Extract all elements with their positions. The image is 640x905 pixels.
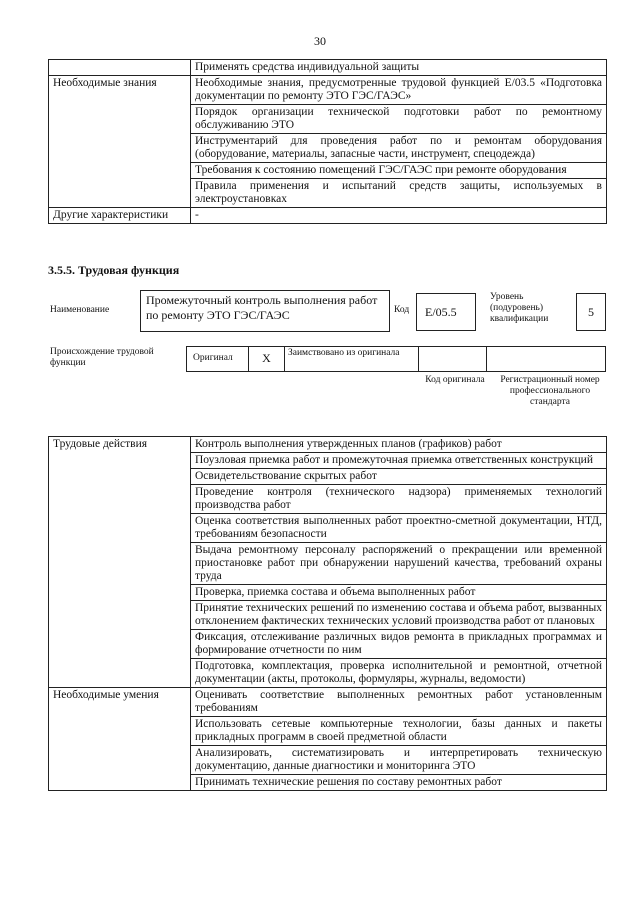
row-text: Фиксация, отслеживание различных видов ремонта в прикладных программах и формирование отчетности по ним: [191, 630, 607, 659]
row-text: Проведение контроля (технического надзора) применяемых технологий производства работ: [191, 485, 607, 514]
row-text: Подготовка, комплектация, проверка исполнительной и ремонтной, отчетной документации (акты, протоколы, формуляры, журналы, ведомости): [191, 659, 607, 688]
code-label: Код: [394, 305, 410, 315]
table-row: [49, 208, 607, 224]
row-text: Проверка, приемка состава и объема выполненных работ: [191, 585, 607, 601]
original-code-cell: [419, 347, 487, 371]
row-text: Применять средства индивидуальной защиты: [191, 60, 607, 76]
row-text: Требования к состоянию помещений ГЭС/ГАЭС при ремонте оборудования: [191, 163, 607, 179]
row-label-knowledge: Необходимые знания: [49, 76, 191, 208]
row-text: Использовать сетевые компьютерные технологии, базы данных и пакеты прикладных программ в своей предметной области: [191, 717, 607, 746]
page-number: 30: [314, 34, 326, 48]
row-text: Порядок организации технической подготовки работ по ремонтному обслуживанию ЭТО: [191, 105, 607, 134]
row-text: Оценивать соответствие выполненных ремонтных работ установленным требованиям: [191, 688, 607, 717]
origin-row: [186, 346, 606, 372]
row-text: Поузловая приемка работ и промежуточная приемка ответственных конструкций: [191, 453, 607, 469]
section-heading: 3.5.5. Трудовая функция: [48, 263, 180, 277]
row-label-skills: Необходимые умения: [49, 688, 191, 791]
function-name: Промежуточный контроль выполнения работ по ремонту ЭТО ГЭС/ГАЭС: [140, 290, 390, 332]
qualification-level: 5: [576, 293, 606, 331]
original-label: Оригинал: [187, 347, 249, 371]
row-text: Анализировать, систематизировать и интерпретировать техническую документацию, данные диагностики и мониторинга ЭТО: [191, 746, 607, 775]
level-label: Уровень (подуровень) квалификации: [490, 292, 549, 324]
origin-label: Происхождение трудовой функции: [50, 347, 154, 368]
row-text: Принятие технических решений по изменению состава и объема работ, вызванных отклонением фактических технических условий производства работ от плановых: [191, 601, 607, 630]
row-label-other: Другие характеристики: [49, 208, 191, 224]
row-text: Оценка соответствия выполненных работ проектно-сметной документации, НТД, требованиям безопасности: [191, 514, 607, 543]
registration-caption: Регистрационный номер профессионального стандарта: [500, 375, 600, 407]
original-mark: X: [249, 347, 285, 371]
borrowed-label: Заимствовано из оригинала: [285, 347, 419, 371]
row-text: Контроль выполнения утвержденных планов (графиков) работ: [191, 437, 607, 453]
row-label: [49, 60, 191, 76]
function-code: Е/05.5: [416, 293, 476, 331]
actions-table: [48, 436, 607, 791]
row-text: Инструментарий для проведения работ по и ремонтам оборудования (оборудование, материалы, запасные части, инструмент, спецодежда): [191, 134, 607, 163]
registration-number-cell: [487, 347, 605, 371]
table-row: [49, 688, 607, 717]
row-text: Необходимые знания, предусмотренные трудовой функцией Е/03.5 «Подготовка документации по ремонту ЭТО ГЭС/ГАЭС»: [191, 76, 607, 105]
row-label-actions: Трудовые действия: [49, 437, 191, 688]
row-text: Освидетельствование скрытых работ: [191, 469, 607, 485]
row-text: -: [191, 208, 607, 224]
row-text: Правила применения и испытаний средств защиты, используемых в электроустановках: [191, 179, 607, 208]
row-text: Принимать технические решения по составу ремонтных работ: [191, 775, 607, 791]
knowledge-table: [48, 59, 607, 224]
table-row: [49, 76, 607, 105]
name-label: Наименование: [50, 305, 110, 315]
row-text: Выдача ремонтному персоналу распоряжений о прекращении или временной приостановке работ при обнаружении нарушений качества, требований охраны труда: [191, 543, 607, 585]
code-caption: Код оригинала: [425, 375, 485, 385]
table-row: [49, 437, 607, 453]
table-row: [49, 60, 607, 76]
